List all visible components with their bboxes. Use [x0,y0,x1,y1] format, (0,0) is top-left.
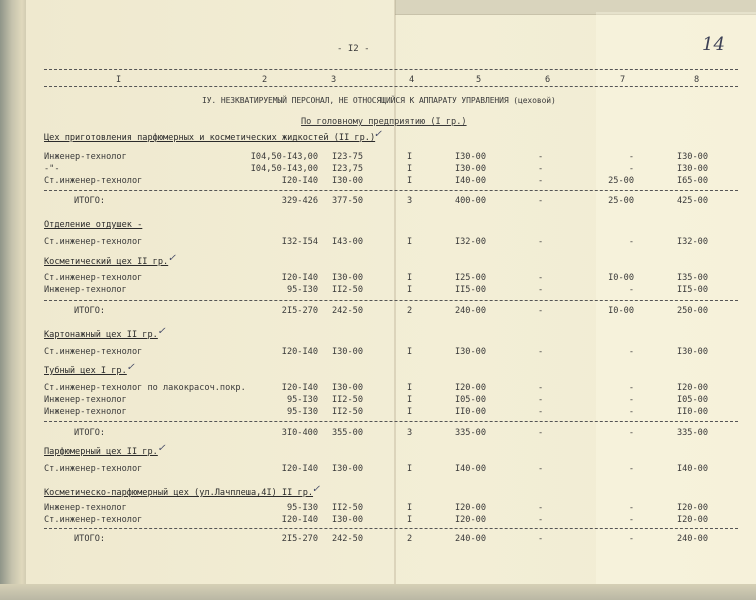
col-header-8: 8 [694,75,700,85]
row-cell-c2: 95-I30 [286,407,318,417]
handwritten-check-icon: ✓ [311,484,321,495]
row-cell-c5: I20-00 [454,383,486,393]
row-cell-c6: - [538,464,544,474]
handwritten-check-icon: ✓ [373,129,382,140]
row-cell-c4: I [407,273,413,283]
row-cell-c4: I [407,395,413,405]
total-cell-c3: 242-50 [331,306,363,316]
total-cell-c5: 240-00 [454,534,486,544]
row-cell-c2: I20-I40 [281,273,318,283]
row-cell-c4: I [407,285,413,295]
row-cell-c5: I20-00 [454,515,486,525]
row-cell-c5: II5-00 [454,285,486,295]
row-cell-c6: - [538,347,544,357]
row-cell-c7: - [628,347,634,357]
row-position-name: -"- [44,164,60,174]
row-cell-c8: I30-00 [676,347,708,357]
row-cell-c3: I23,75 [331,164,363,174]
row-position-name: Ст.инженер-технолог [44,347,143,357]
row-cell-c4: I [407,347,413,357]
row-cell-c6: - [538,407,544,417]
row-cell-c7: - [628,407,634,417]
row-cell-c4: I [407,176,413,186]
row-cell-c6: - [538,383,544,393]
row-cell-c7: - [628,464,634,474]
total-cell-c4: 2 [407,534,413,544]
row-cell-c7: - [628,395,634,405]
row-cell-c8: I30-00 [676,152,708,162]
row-cell-c5: I25-00 [454,273,486,283]
total-cell-c6: - [538,428,544,438]
row-cell-c5: I32-00 [454,237,486,247]
row-cell-c2: I04,50-I43,00 [250,152,318,162]
row-cell-c2: I20-I40 [281,176,318,186]
total-cell-c4: 3 [407,428,413,438]
handwritten-page-number: 14 [702,34,725,55]
row-cell-c3: I30-00 [331,515,363,525]
row-position-name: Ст.инженер-технолог [44,464,143,474]
group-title: Косметический цех II гр. [44,257,169,267]
row-cell-c7: - [628,383,634,393]
group-title: Парфюмерный цех II гр. [44,447,158,457]
row-cell-c4: I [407,164,413,174]
total-separator-line [44,300,738,301]
row-cell-c5: I40-00 [454,464,486,474]
row-cell-c5: I30-00 [454,347,486,357]
total-label: ИТОГО: [74,196,106,206]
row-cell-c7: - [628,515,634,525]
row-cell-c3: I43-00 [331,237,363,247]
row-cell-c7: - [628,164,634,174]
col-header-4: 4 [409,75,415,85]
total-cell-c7: I0-00 [608,306,634,316]
total-cell-c7: - [628,534,634,544]
row-position-name: Ст.инженер-технолог [44,237,143,247]
header-line-top [44,69,738,70]
total-cell-c3: 355-00 [331,428,363,438]
total-label: ИТОГО: [74,428,106,438]
handwritten-check-icon: ✓ [157,326,166,337]
row-cell-c2: 95-I30 [286,395,318,405]
row-position-name: Инженер-технолог [44,285,127,295]
col-header-2: 2 [262,75,268,85]
total-cell-c8: 240-00 [676,534,708,544]
row-cell-c2: I20-I40 [281,515,318,525]
row-cell-c3: I30-00 [331,273,363,283]
row-cell-c6: - [538,237,544,247]
row-cell-c4: I [407,464,413,474]
total-cell-c2: 3I0-400 [281,428,318,438]
row-cell-c5: I30-00 [454,164,486,174]
row-cell-c6: - [538,503,544,513]
row-cell-c6: - [538,395,544,405]
total-cell-c2: 2I5-270 [281,306,318,316]
row-cell-c6: - [538,515,544,525]
left-page-edge [0,0,26,600]
row-cell-c3: II2-50 [331,503,363,513]
row-cell-c6: - [538,152,544,162]
row-cell-c2: I20-I40 [281,383,318,393]
row-cell-c3: I30-00 [331,383,363,393]
total-separator-line [44,190,738,191]
row-cell-c6: - [538,273,544,283]
row-cell-c8: I20-00 [676,503,708,513]
row-position-name: Инженер-технолог [44,395,127,405]
subtitle: По головному предприятию (I гр.) [301,117,467,127]
col-header-3: 3 [331,75,337,85]
row-cell-c3: II2-50 [331,395,363,405]
row-cell-c8: I65-00 [676,176,708,186]
total-cell-c8: 335-00 [676,428,708,438]
total-cell-c3: 377-50 [331,196,363,206]
row-cell-c8: I30-00 [676,164,708,174]
total-label: ИТОГО: [74,306,106,316]
row-cell-c8: I40-00 [676,464,708,474]
handwritten-check-icon: ✓ [167,253,176,264]
row-cell-c2: I20-I40 [281,347,318,357]
row-cell-c8: I20-00 [676,515,708,525]
row-cell-c5: I05-00 [454,395,486,405]
total-cell-c8: 425-00 [676,196,708,206]
row-cell-c2: 95-I30 [286,285,318,295]
row-cell-c2: 95-I30 [286,503,318,513]
total-cell-c2: 329-426 [281,196,318,206]
row-cell-c8: I32-00 [676,237,708,247]
row-cell-c8: II5-00 [676,285,708,295]
total-cell-c8: 250-00 [676,306,708,316]
row-position-name: Ст.инженер-технолог [44,176,143,186]
row-cell-c7: - [628,503,634,513]
total-cell-c6: - [538,534,544,544]
row-cell-c3: II2-50 [331,285,363,295]
total-cell-c7: - [628,428,634,438]
row-position-name: Ст.инженер-технолог по лакокрасоч.покр. [44,383,246,393]
total-cell-c4: 3 [407,196,413,206]
total-separator-line [44,528,738,529]
row-cell-c6: - [538,164,544,174]
row-cell-c7: - [628,285,634,295]
group-title: Отделение отдушек - [44,220,143,230]
row-cell-c4: I [407,503,413,513]
row-cell-c7: - [628,152,634,162]
row-cell-c4: I [407,515,413,525]
total-cell-c2: 2I5-270 [281,534,318,544]
total-cell-c5: 240-00 [454,306,486,316]
handwritten-check-icon: ✓ [157,443,166,454]
total-cell-c5: 335-00 [454,428,486,438]
row-position-name: Ст.инженер-технолог [44,273,143,283]
row-cell-c7: - [628,237,634,247]
row-cell-c5: I40-00 [454,176,486,186]
row-cell-c4: I [407,237,413,247]
row-cell-c3: I30-00 [331,176,363,186]
row-cell-c8: I20-00 [676,383,708,393]
row-position-name: Инженер-технолог [44,407,127,417]
section-title: IУ. НЕЗКВАТИРУЕМЫЙ ПЕРСОНАЛ, НЕ ОТНОСЯЩИЙСЯ К АППАРАТУ УПРАВЛЕНИЯ (цеховой) [202,96,556,105]
row-cell-c4: I [407,152,413,162]
group-title: Цех приготовления парфюмерных и косметических жидкостей (II гр.) [44,133,376,143]
total-label: ИТОГО: [74,534,106,544]
row-cell-c6: - [538,285,544,295]
row-cell-c3: I23-75 [331,152,363,162]
total-cell-c3: 242-50 [331,534,363,544]
row-cell-c3: II2-50 [331,407,363,417]
page-number: - I2 - [337,44,370,54]
total-cell-c6: - [538,196,544,206]
row-cell-c3: I30-00 [331,347,363,357]
total-separator-line [44,421,738,422]
row-cell-c7: I0-00 [608,273,634,283]
col-header-1: I [116,75,122,85]
row-cell-c5: I20-00 [454,503,486,513]
row-cell-c8: I35-00 [676,273,708,283]
row-cell-c2: I20-I40 [281,464,318,474]
row-cell-c8: I05-00 [676,395,708,405]
total-cell-c4: 2 [407,306,413,316]
col-header-6: 6 [545,75,551,85]
group-title: Косметическо-парфюмерный цех (ул.Лачплеша,4I) II гр. [44,488,314,498]
row-position-name: Ст.инженер-технолог [44,515,143,525]
handwritten-check-icon: ✓ [126,362,135,373]
group-title: Тубный цех I гр. [44,366,127,376]
row-position-name: Инженер-технолог [44,503,127,513]
col-header-5: 5 [476,75,482,85]
header-line-bottom [44,86,738,87]
bottom-paper-edge [0,584,756,600]
row-cell-c6: - [538,176,544,186]
total-cell-c6: - [538,306,544,316]
col-header-7: 7 [620,75,626,85]
row-cell-c7: 25-00 [608,176,634,186]
total-cell-c5: 400-00 [454,196,486,206]
row-cell-c5: I30-00 [454,152,486,162]
row-cell-c4: I [407,383,413,393]
row-cell-c4: I [407,407,413,417]
row-cell-c5: II0-00 [454,407,486,417]
row-cell-c8: II0-00 [676,407,708,417]
row-cell-c2: I04,50-I43,00 [250,164,318,174]
group-title: Картонажный цех II гр. [44,330,158,340]
total-cell-c7: 25-00 [608,196,634,206]
row-position-name: Инженер-технолог [44,152,127,162]
row-cell-c3: I30-00 [331,464,363,474]
row-cell-c2: I32-I54 [281,237,318,247]
